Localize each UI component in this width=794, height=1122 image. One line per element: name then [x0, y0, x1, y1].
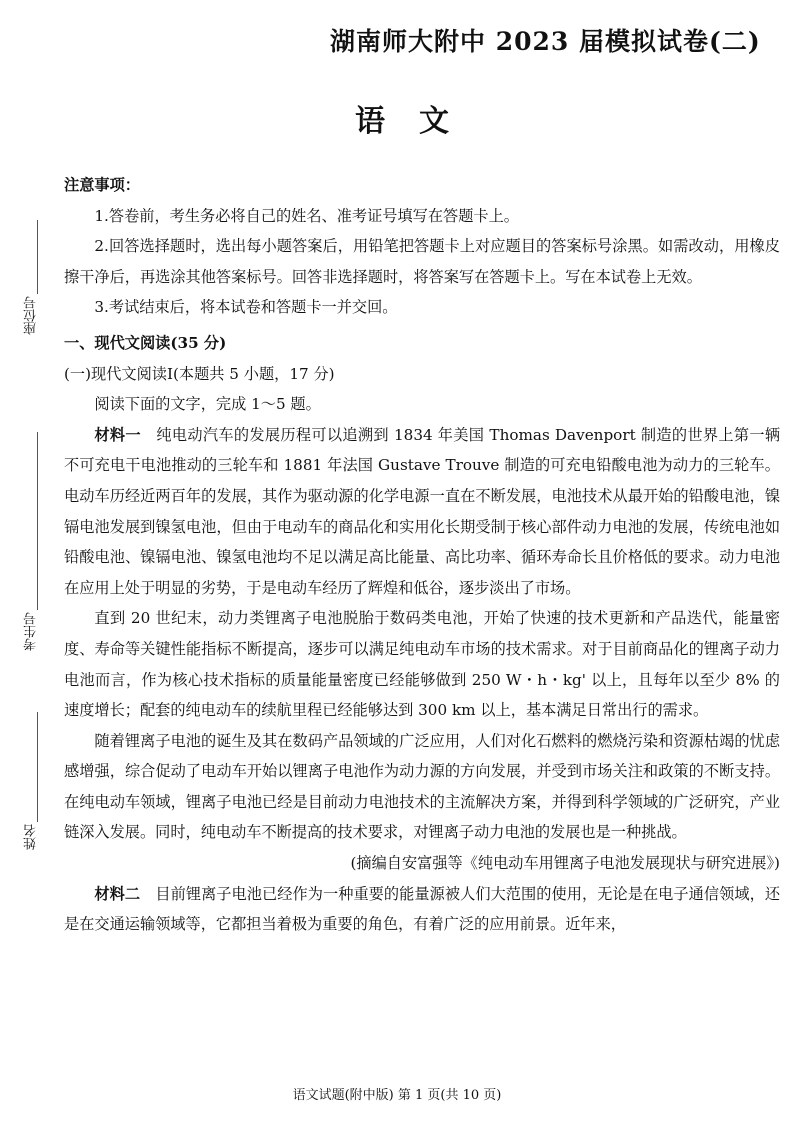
section-heading: 一、现代文阅读(35 分) — [64, 333, 227, 352]
seat-line — [37, 220, 38, 294]
reading-instruction: 阅读下面的文字，完成 1～5 题。 — [94, 395, 321, 414]
exam-no-line — [37, 432, 38, 610]
material1-source: (摘编自安富强等《纯电动车用锂离子电池发展现状与研究进展》) — [350, 854, 780, 873]
exam-no-label: 考生号 — [24, 612, 39, 651]
exam-content — [64, 170, 780, 940]
page-footer: 语文试题(附中版) 第 1 页(共 10 页) — [292, 1088, 502, 1103]
material1-text-1: 纯电动汽车的发展历程可以追溯到 1834 年美国 Thomas Davenport 制造的世界上第一辆不可充电干电池推动的三轮车和 1881 年法国 Gustave Trouve 制造的可充电铅酸电池为动力的三轮车。电动车历经近两百年的发展，其作为驱动源的化学电源一直在不断发展，电池技术从最开始的铅酸电池，镍镉电池发展到镍氢电池，但由于电动车的商品化和实用化长期受制于核心部件动力电池的发展，传统电池如铅酸电池、镍镉电池、镍氢电池均不足以满足高比能量、高比功率、循环寿命长且价格低的要求。动力电池在应用上处于明显的劣势，于是电动车经历了辉煌和低谷，逐步淡出了市场。 — [64, 425, 781, 597]
notice-item-2: 2.回答选择题时，选出每小题答案后，用铅笔把答题卡上对应题目的答案标号涂黑。如需改动，用橡皮擦干净后，再选涂其他答案标号。回答非选择题时，将答案写在答题卡上。写在本试卷上无效。 — [64, 237, 780, 286]
material2-paragraph-1 — [64, 879, 780, 940]
notice-heading: 注意事项： — [64, 176, 140, 194]
material1-paragraph-2: 直到 20 世纪末，动力类锂离子电池脱胎于数码类电池，开始了快速的技术更新和产品迭代，能量密度、寿命等关键性能指标不断提高，逐步可以满足纯电动车市场的技术需求。对于目前商品化的锂离子动力电池而言，作为核心技术指标的质量能量密度已经能够做到 250 W・h・kg' 以上，且每年以至少 8% 的速度增长；配套的纯电动车的续航里程已经能够达到 300 km 以上，基本满足日常出行的需求。 — [64, 609, 780, 720]
material1-paragraph-1 — [64, 420, 780, 604]
subject-title: 语文 — [355, 104, 483, 139]
notice-item-3: 3.考试结束后，将本试卷和答题卡一并交回。 — [94, 298, 398, 317]
seat-label: 座位号 — [24, 296, 39, 335]
material2-label: 材料二 — [94, 884, 141, 903]
material2-text-1: 目前锂离子电池已经作为一种重要的能量源被人们大范围的使用，无论是在电子通信领域，还是在交通运输领域等，它都担当着极为重要的角色，有着广泛的应用前景。近年来， — [64, 884, 781, 934]
binding-margin — [0, 0, 56, 1122]
notice-item-1: 1.答卷前，考生务必将自己的姓名、准考证号填写在答题卡上。 — [94, 206, 519, 225]
material1-label: 材料一 — [94, 425, 141, 444]
name-label: 姓名 — [24, 824, 39, 850]
sub-section-heading: (一)现代文阅读Ⅰ(本题共 5 小题，17 分) — [64, 364, 335, 383]
school-title: 湖南师大附中 2023 届模拟试卷(二) — [330, 27, 761, 56]
name-line — [37, 712, 38, 822]
material1-paragraph-3: 随着锂离子电池的诞生及其在数码产品领域的广泛应用，人们对化石燃料的燃烧污染和资源枯竭的忧虑感增强，综合促动了电动车开始以锂离子电池作为动力源的方向发展，并受到市场关注和政策的不断支持。在纯电动车领域，锂离子电池已经是目前动力电池技术的主流解决方案，并得到科学领域的广泛研究，产业链深入发展。同时，纯电动车不断提高的技术要求，对锂离子动力电池的发展也是一种挑战。 — [64, 731, 780, 842]
